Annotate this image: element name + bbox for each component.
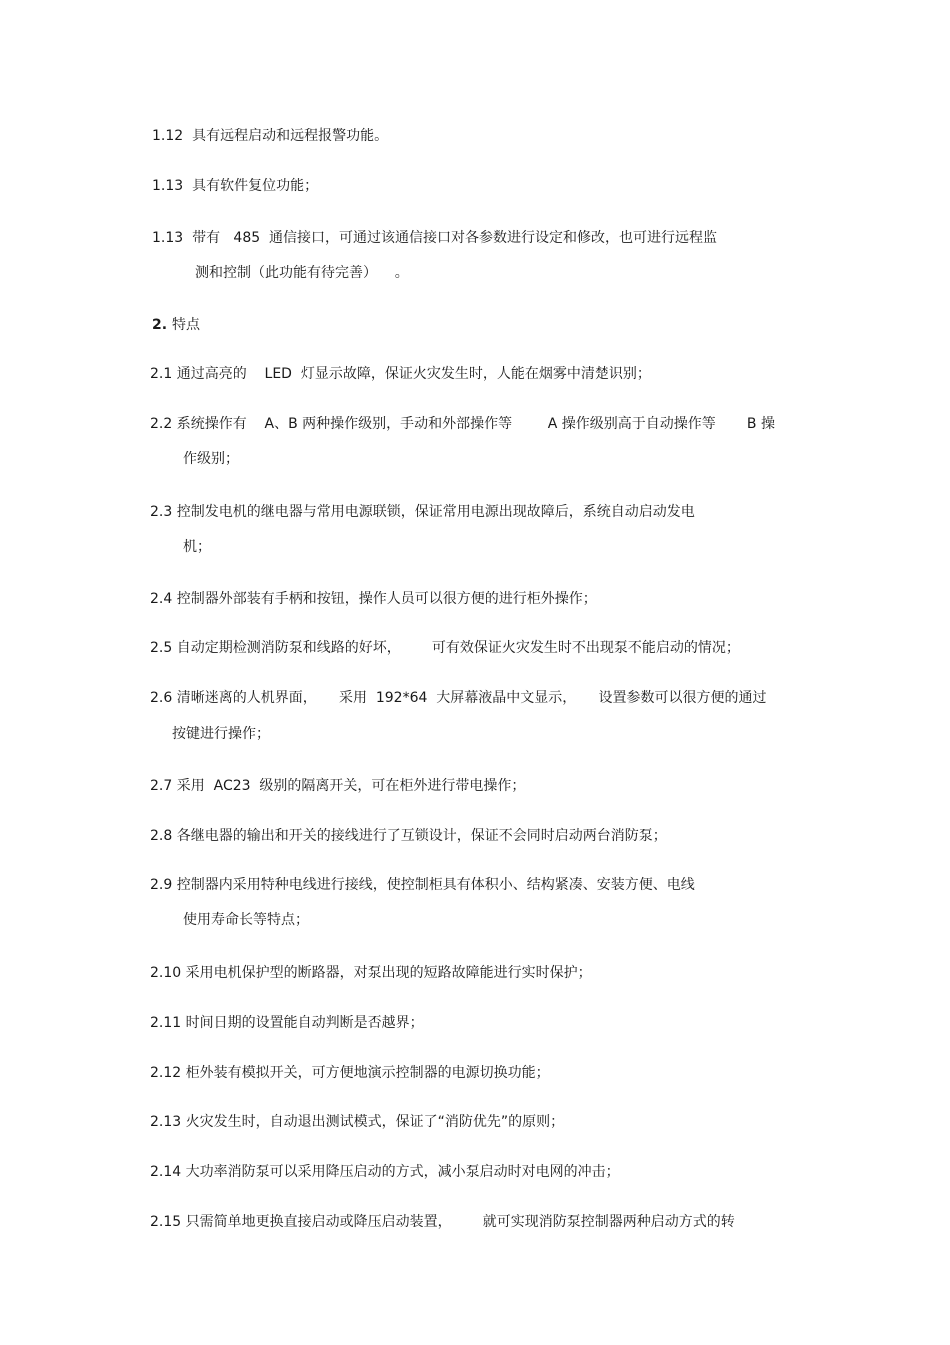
item-2-4: 2.4 控制器外部装有手柄和按钮，操作人员可以很方便的进行柜外操作； [150, 591, 597, 607]
item-1-13-485: 1.13 带有 485 通信接口，可通过该通信接口对各参数进行设定和修改，也可进行远程监 [152, 230, 718, 246]
item-2-2-cont: 作级别； [183, 451, 239, 467]
item-2-6: 2.6 清晰迷离的人机界面， 采用 192*64 大屏幕液晶中文显示， 设置参数可以很方便的通过 [150, 690, 767, 706]
item-2-10: 2.10 采用电机保护型的断路器，对泵出现的短路故障能进行实时保护； [150, 965, 592, 981]
item-2-5: 2.5 自动定期检测消防泵和线路的好坏， 可有效保证火灾发生时不出现泵不能启动的情况； [150, 640, 740, 656]
item-2-11: 2.11 时间日期的设置能自动判断是否越界； [150, 1015, 424, 1031]
item-1-12: 1.12 具有远程启动和远程报警功能。 [152, 128, 389, 144]
item-2-3: 2.3 控制发电机的继电器与常用电源联锁，保证常用电源出现故障后，系统自动启动发电 [150, 504, 695, 520]
item-2-2: 2.2 系统操作有 A、B 两种操作级别，手动和外部操作等 A 操作级别高于自动操作等 B 操 [150, 416, 775, 432]
item-2-3-cont: 机； [183, 539, 211, 555]
item-2-15: 2.15 只需简单地更换直接启动或降压启动装置， 就可实现消防泵控制器两种启动方式的转 [150, 1214, 735, 1230]
item-1-13-485-cont: 测和控制（此功能有待完善） 。 [195, 265, 409, 281]
item-2-7: 2.7 采用 AC23 级别的隔离开关，可在柜外进行带电操作； [150, 778, 526, 794]
item-2-9-cont: 使用寿命长等特点； [183, 912, 309, 928]
item-2-12: 2.12 柜外装有模拟开关，可方便地演示控制器的电源切换功能； [150, 1065, 550, 1081]
item-2-14: 2.14 大功率消防泵可以采用降压启动的方式，减小泵启动时对电网的冲击； [150, 1164, 620, 1180]
item-2-1: 2.1 通过高亮的 LED 灯显示故障，保证火灾发生时，人能在烟雾中清楚识别； [150, 366, 651, 382]
item-2-8: 2.8 各继电器的输出和开关的接线进行了互锁设计，保证不会同时启动两台消防泵； [150, 828, 667, 844]
item-2-13: 2.13 火灾发生时，自动退出测试模式，保证了“消防优先”的原则； [150, 1114, 565, 1130]
item-2-6-cont: 按键进行操作； [172, 726, 270, 742]
section-title: 特点 [172, 317, 200, 333]
section-number: 2. [152, 317, 168, 333]
item-2-9: 2.9 控制器内采用特种电线进行接线，使控制柜具有体积小、结构紧凑、安装方便、电线 [150, 877, 695, 893]
item-1-13-reset: 1.13 具有软件复位功能； [152, 178, 319, 194]
